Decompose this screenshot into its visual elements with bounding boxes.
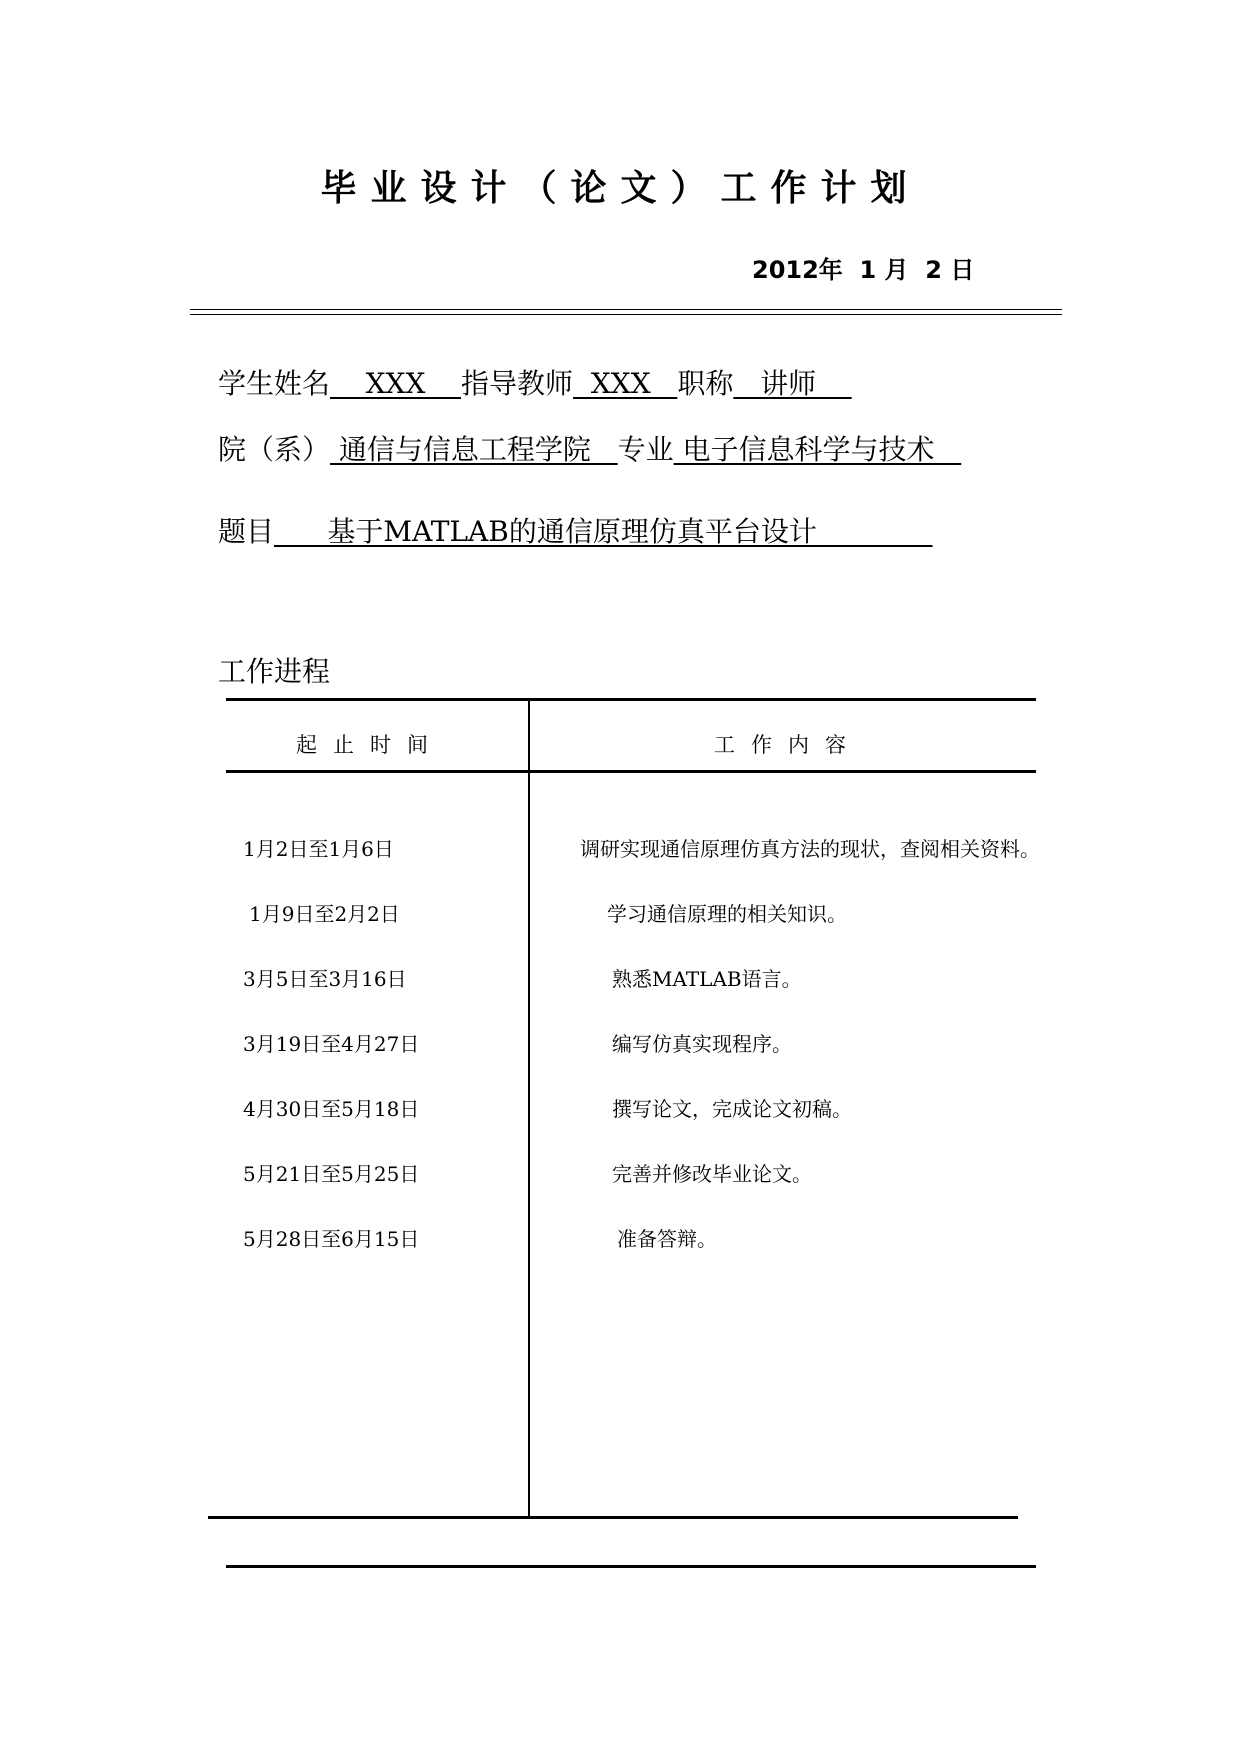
department-label: 院（系）	[218, 433, 331, 466]
department-info-line	[218, 428, 961, 468]
double-divider	[190, 309, 1062, 315]
rank-value: 讲师	[733, 367, 852, 400]
footer-rule	[226, 1565, 1036, 1568]
header-content: 工作内容	[714, 733, 862, 757]
page-title: 毕业设计（论文）工作计划	[320, 168, 921, 209]
plan-date: 2012年 1 月 2 日	[752, 256, 975, 284]
rank-label: 职称	[677, 367, 734, 400]
topic-label: 题目	[218, 515, 275, 548]
table-column-divider	[528, 700, 530, 1518]
table-top-rule	[226, 698, 1036, 701]
table-bottom-rule	[208, 1516, 1018, 1519]
row-time: 5月21日至5月25日	[243, 1162, 420, 1186]
table-header-rule	[226, 770, 1036, 773]
student-info-line	[218, 362, 852, 402]
student-name-label: 学生姓名	[218, 367, 331, 400]
row-task: 准备答辩。	[617, 1227, 717, 1251]
row-time: 5月28日至6月15日	[243, 1227, 420, 1251]
row-task: 完善并修改毕业论文。	[612, 1162, 812, 1186]
major-label: 专业	[617, 433, 674, 466]
row-task: 调研实现通信原理仿真方法的现状，查阅相关资料。	[580, 837, 1040, 861]
major-value: 电子信息科学与技术	[673, 433, 962, 466]
row-time: 3月5日至3月16日	[243, 967, 407, 991]
topic-value: 基于MATLAB的通信原理仿真平台设计	[274, 515, 933, 548]
row-task: 熟悉MATLAB语言。	[612, 967, 802, 991]
section-title: 工作进程	[218, 655, 331, 688]
row-task: 编写仿真实现程序。	[612, 1032, 792, 1056]
student-name-value: XXX	[330, 367, 462, 400]
advisor-value: XXX	[573, 367, 678, 400]
row-time: 3月19日至4月27日	[243, 1032, 420, 1056]
row-time: 1月9日至2月2日	[249, 902, 400, 926]
row-task: 学习通信原理的相关知识。	[607, 902, 847, 926]
department-value: 通信与信息工程学院	[330, 433, 618, 466]
row-task: 撰写论文，完成论文初稿。	[612, 1097, 852, 1121]
row-time: 1月2日至1月6日	[243, 837, 394, 861]
header-time: 起止时间	[296, 733, 444, 757]
topic-line	[218, 510, 933, 550]
row-time: 4月30日至5月18日	[243, 1097, 420, 1121]
advisor-label: 指导教师	[461, 367, 574, 400]
